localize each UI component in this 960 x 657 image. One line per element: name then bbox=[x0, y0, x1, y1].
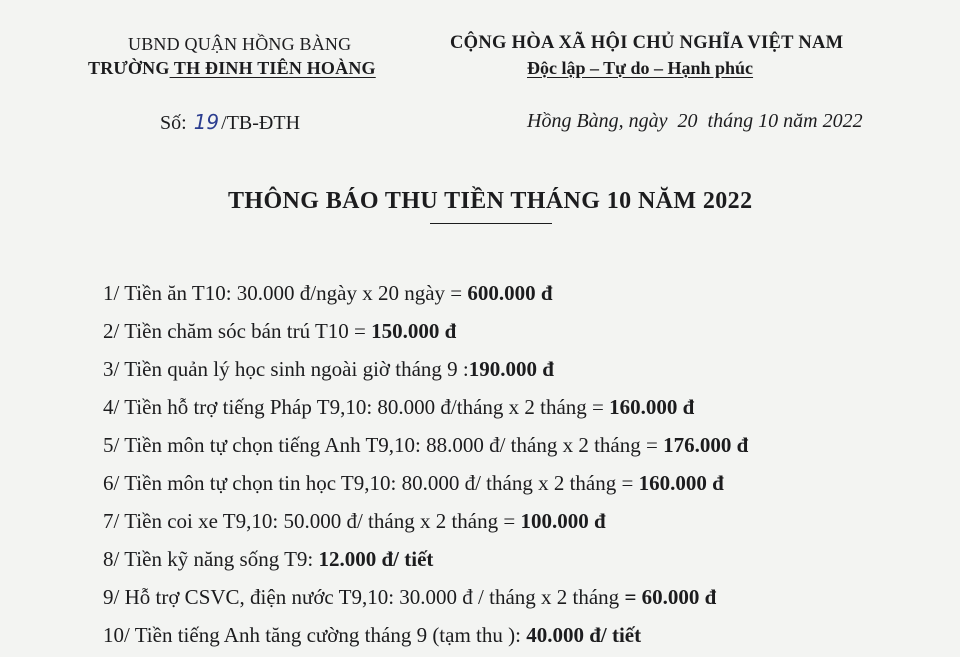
fee-item-7 bbox=[103, 505, 748, 543]
fee-item-3 bbox=[103, 353, 748, 391]
date-day: 20 bbox=[677, 110, 698, 132]
fee-item-amount: 150.000 đ bbox=[371, 319, 457, 343]
fee-list bbox=[103, 277, 748, 657]
fee-item-text: 1/ Tiền ăn T10: 30.000 đ/ngày x 20 ngày = bbox=[103, 281, 468, 305]
fee-item-amount: 176.000 đ bbox=[663, 433, 749, 457]
school-name bbox=[88, 58, 376, 79]
fee-item-amount: 160.000 đ bbox=[638, 471, 724, 495]
fee-item-text: 3/ Tiền quản lý học sinh ngoài giờ tháng 9 : bbox=[103, 357, 469, 381]
fee-item-8 bbox=[103, 543, 748, 581]
fee-item-text: 7/ Tiền coi xe T9,10: 50.000 đ/ tháng x 2 tháng = bbox=[103, 509, 521, 533]
date-year: 2022 bbox=[822, 110, 863, 132]
fee-item-amount: 40.000 đ/ tiết bbox=[526, 623, 642, 647]
fee-item-2 bbox=[103, 315, 748, 353]
fee-item-amount: = 60.000 đ bbox=[624, 585, 717, 609]
school-name-prefix: TRƯỜNG bbox=[88, 58, 170, 78]
fee-item-text: 5/ Tiền môn tự chọn tiếng Anh T9,10: 88.000 đ/ tháng x 2 tháng = bbox=[103, 433, 664, 457]
date-month-word: tháng bbox=[707, 110, 754, 132]
fee-item-6 bbox=[103, 467, 748, 505]
fee-item-amount: 12.000 đ/ tiết bbox=[318, 547, 434, 571]
school-name-underlined: TH ĐINH TIÊN HOÀNG bbox=[169, 58, 376, 78]
fee-item-5 bbox=[103, 429, 748, 467]
fee-item-text: 8/ Tiền kỹ năng sống T9: bbox=[103, 547, 319, 571]
national-motto: Độc lập – Tự do – Hạnh phúc bbox=[527, 58, 754, 78]
place-date-prefix: Hồng Bàng, ngày bbox=[527, 110, 668, 132]
issuing-authority: UBND QUẬN HỒNG BÀNG bbox=[128, 34, 352, 54]
fee-item-4 bbox=[103, 391, 748, 429]
fee-item-amount: 190.000 đ bbox=[468, 357, 554, 381]
doc-no-prefix: Số: bbox=[160, 112, 187, 134]
fee-item-text: 6/ Tiền môn tự chọn tin học T9,10: 80.000 đ/ tháng x 2 tháng = bbox=[103, 471, 639, 495]
doc-no-handwritten: 19 bbox=[193, 110, 220, 134]
fee-item-1 bbox=[103, 277, 748, 315]
document-title: THÔNG BÁO THU TIỀN THÁNG 10 NĂM 2022 bbox=[228, 188, 753, 214]
fee-item-text: 4/ Tiền hỗ trợ tiếng Pháp T9,10: 80.000 đ/tháng x 2 tháng = bbox=[103, 395, 610, 419]
fee-item-9 bbox=[103, 581, 748, 619]
fee-item-text: 10/ Tiền tiếng Anh tăng cường tháng 9 (tạm thu ): bbox=[103, 623, 527, 647]
fee-item-amount: 160.000 đ bbox=[609, 395, 695, 419]
fee-item-amount: 100.000 đ bbox=[520, 509, 606, 533]
date-year-word: năm bbox=[783, 110, 818, 132]
date-month: 10 bbox=[758, 110, 779, 132]
doc-no-suffix: /TB-ĐTH bbox=[221, 112, 301, 134]
fee-item-text: 2/ Tiền chăm sóc bán trú T10 = bbox=[103, 319, 372, 343]
fee-item-text: 9/ Hỗ trợ CSVC, điện nước T9,10: 30.000 đ / tháng x 2 tháng bbox=[103, 585, 625, 609]
title-underline bbox=[430, 223, 552, 224]
national-title: CỘNG HÒA XÃ HỘI CHỦ NGHĨA VIỆT NAM bbox=[450, 33, 844, 53]
fee-item-amount: 600.000 đ bbox=[467, 281, 553, 305]
place-and-date bbox=[527, 110, 863, 133]
document-number bbox=[160, 110, 300, 135]
fee-item-10 bbox=[103, 619, 748, 657]
